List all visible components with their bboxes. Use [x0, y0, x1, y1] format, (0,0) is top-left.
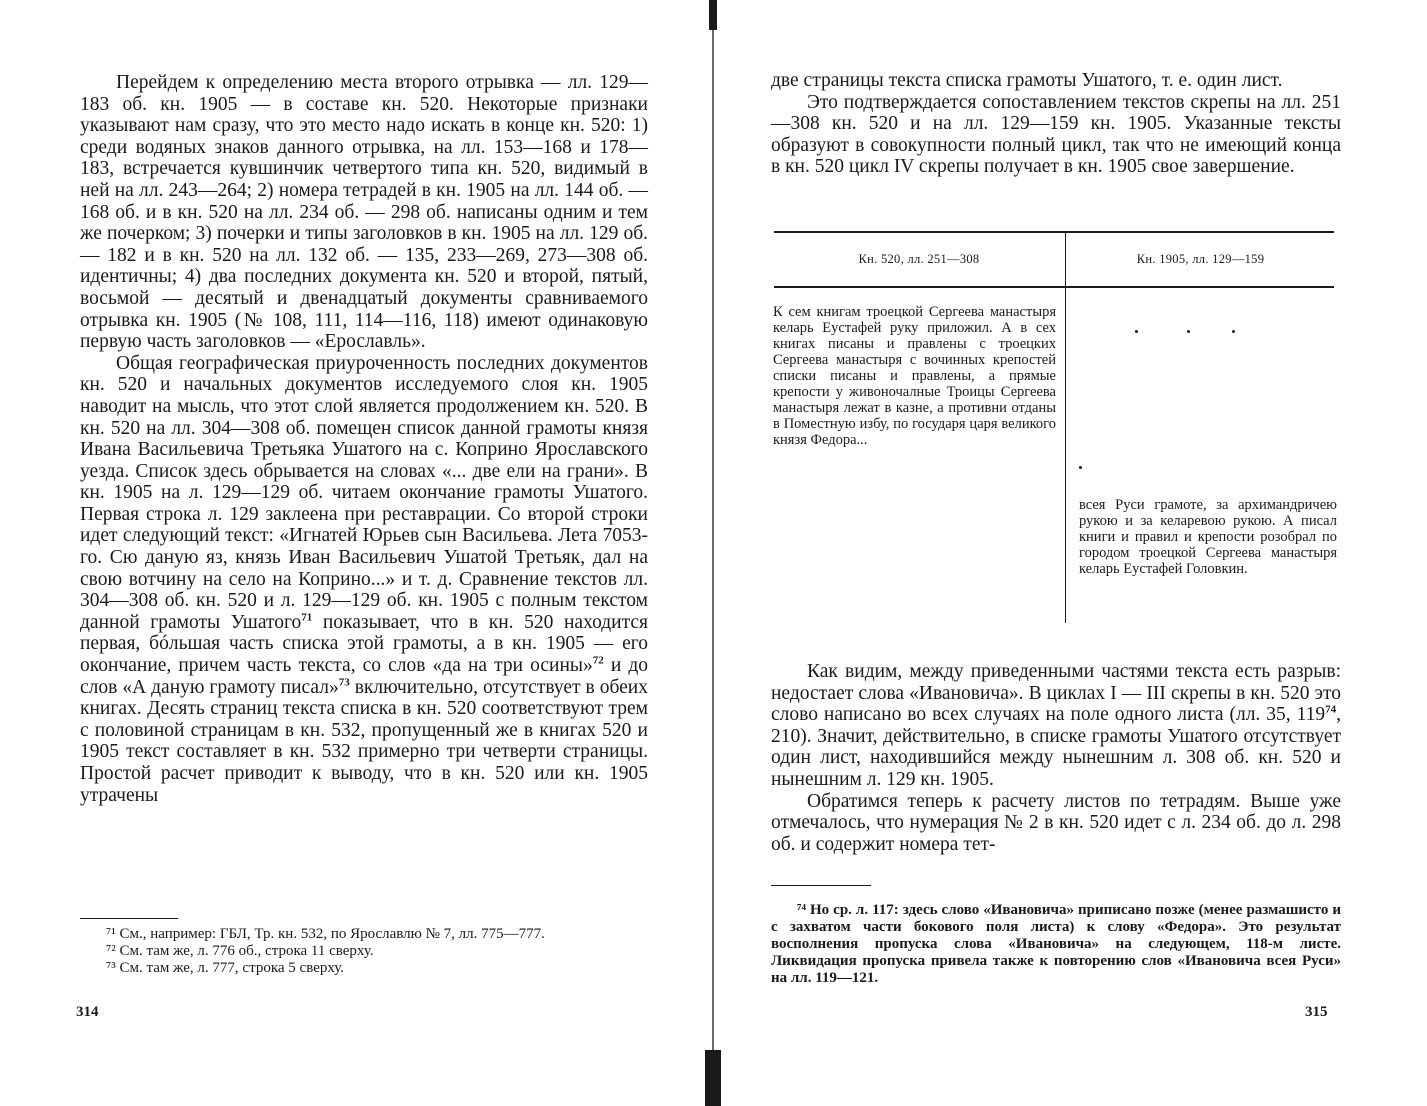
paragraph-text: и до слов «А даную грамоту писал»	[80, 655, 649, 698]
footnote-ref[interactable]: 71	[301, 611, 313, 624]
gutter-line	[712, 0, 714, 1106]
dot-mark	[1079, 466, 1082, 469]
left-body-text	[80, 72, 648, 806]
table-cell-col2: всея Руси грамоте, за архимандричею рукою и за келаревою рукою. А писал книги и правил и крепости розобрал по городом троецкой Сергеева манастыря келарь Еустафей Головкин.	[1079, 497, 1337, 577]
table-cell-col1: К сем книгам троецкой Сергеева манастыря келарь Еустафей руку приложил. А в сех книгах писаны и правлены с троецких Сергеева манастыря с вочинных крепостей списки писаны и правлены, а прямые крепости у живоночалные Троицы Сергеева манастыря лежат в казне, а противни отданы в Поместную избу, по государя царя великого князя Федора...	[773, 304, 1056, 448]
footnote: ⁷³ См. там же, л. 777, строка 5 сверху.	[106, 960, 345, 976]
paragraph-text: Общая географическая приуроченность последних документов кн. 520 и начальных документов исследуемого слоя кн. 1905 наводит на мысль, что этот слой является продолжением кн. 520. В кн. 520 на лл. 304—308 об. помещен список данной грамоты князя Ивана Васильевича Третьяка Ушатого на с. Коприно Ярославского уезда. Список здесь обрывается на словах «... две ели на грани». В кн. 1905 на л. 129—129 об. читаем окончание грамоты Ушатого. Первая строка л. 129 заклеена при реставрации. Со второй строки идет следующий текст: «Игнатей Юрьев сын Васильева. Лета 7053-го. Сю даную яз, князь Иван Васильевич Ушатой Третьяк, дал на свою вотчину на село на Коприно...» и т. д. Сравнение текстов лл. 304—308 об. кн. 520 и л. 129—129 об. кн. 1905 с полным текстом данной грамоты Ушатого	[80, 352, 648, 633]
dot-mark	[1232, 330, 1235, 333]
right-body-text-top	[771, 70, 1341, 178]
page-number: 315	[1305, 1004, 1328, 1020]
footnote-ref[interactable]: 73	[338, 676, 350, 689]
paragraph: Это подтверждается сопоставлением текстов скрепы на лл. 251—308 кн. 520 и на лл. 129—159 кн. 1905. Указанные тексты образуют в совокупности полный цикл, так что не имеющий конца в кн. 520 цикл IV скрепы получает в кн. 1905 свое завершение.	[771, 91, 1341, 178]
page-number: 314	[76, 1004, 99, 1020]
table-blank-area	[1079, 326, 1329, 476]
footnote-divider	[771, 885, 871, 886]
paragraph-text: включительно, отсутствует в обеих книгах. Десять страниц текста списка в кн. 520 соответствуют трем с половиной страницам в кн. 532, пропущенный же в книгах 520 и 1905 текст составляет в кн. 532 примерно три четверти страницы. Простой расчет приводит к выводу, что в кн. 520 или кн. 1905 утрачены	[80, 676, 648, 806]
paragraph-text: , 210). Значит, действительно, в списке грамоты Ушатого отсутствует один лист, находившийся между нынешним л. 308 об. кн. 520 и нынешним л. 129 кн. 1905.	[771, 704, 1341, 790]
left-page	[0, 0, 712, 1106]
paragraph: Перейдем к определению места второго отрывка — лл. 129—183 об. кн. 1905 — в составе кн. 520. Некоторые признаки указывают нам сразу, что это место надо искать в конце кн. 520: 1) среди водяных знаков данного отрывка, на лл. 153—168 и 178—183, встречается кувшинчик четвертого типа кн. 520, видимый в ней на лл. 243—264; 2) номера тетрадей в кн. 1905 на лл. 144 об. — 168 об. и в кн. 520 на лл. 234 об. — 298 об. написаны одним и тем же почерком; 3) почерки и типы заголовков в кн. 1905 на лл. 129 об. — 182 и в кн. 520 на лл. 132 об. — 135, 233—269, 273—308 об. идентичны; 4) два последних документа кн. 520 и второй, пятый, восьмой — десятый и двенадцатый документы сравниваемого отрывка кн. 1905 (№ 108, 111, 114—116, 118) имеют одинаковую первую часть заголовков — «Ерославль».	[80, 72, 648, 353]
paragraph: Обратимся теперь к расчету листов по тетрадям. Выше уже отмечалось, что нумерация № 2 в кн. 520 идет с л. 234 об. до л. 298 об. и содержит номера тет-	[771, 790, 1341, 855]
left-footnotes	[80, 926, 648, 977]
paragraph-text: Как видим, между приведенными частями текста есть разрыв: недостает слова «Ивановича». В циклах I — III скрепы в кн. 520 это слово написано во всех случаях на поле одного листа (лл. 35, 119	[771, 661, 1341, 726]
footnote: ⁷² См. там же, л. 776 об., строка 11 сверху.	[106, 943, 374, 959]
footnote-ref[interactable]: 72	[592, 654, 604, 667]
right-footnotes	[771, 902, 1341, 987]
footnote-ref[interactable]: 74	[1325, 703, 1337, 716]
dot-mark	[1135, 330, 1138, 333]
paragraph	[771, 661, 1341, 791]
dot-mark	[1187, 330, 1190, 333]
table-header-col2: Кн. 1905, лл. 129—159	[1136, 252, 1265, 266]
paragraph: две страницы текста списка грамоты Ушатого, т. е. один лист.	[771, 70, 1283, 91]
table-top-rule	[774, 231, 1334, 233]
footnote: ⁷⁴ Но ср. л. 117: здесь слово «Ивановича» приписано позже (менее размашисто и с захватом части бокового поля листа) к слову «Федора». Это результат восполнения пропуска слова «Ивановича» на следующем, 118-м листе. Ликвидация пропуска привела также к повторению слов «Ивановича всея Руси» на лл. 119—121.	[771, 902, 1341, 986]
footnote: ⁷¹ См., например: ГБЛ, Тр. кн. 532, по Ярославлю № 7, лл. 775—777.	[106, 926, 545, 942]
paragraph	[80, 353, 648, 806]
footnote-divider	[80, 918, 178, 919]
table-column-divider	[1065, 233, 1066, 623]
table-header-rule	[774, 286, 1334, 288]
paragraph-text: показывает, что в кн. 520 находится первая, бóльшая часть списка этой грамоты, а в кн. 1905 — его окончание, причем часть текста, со слов «да на три осины»	[80, 611, 648, 677]
right-page	[716, 0, 1427, 1106]
right-body-text-mid	[771, 661, 1341, 855]
table-header-col1: Кн. 520, лл. 251—308	[858, 252, 980, 266]
